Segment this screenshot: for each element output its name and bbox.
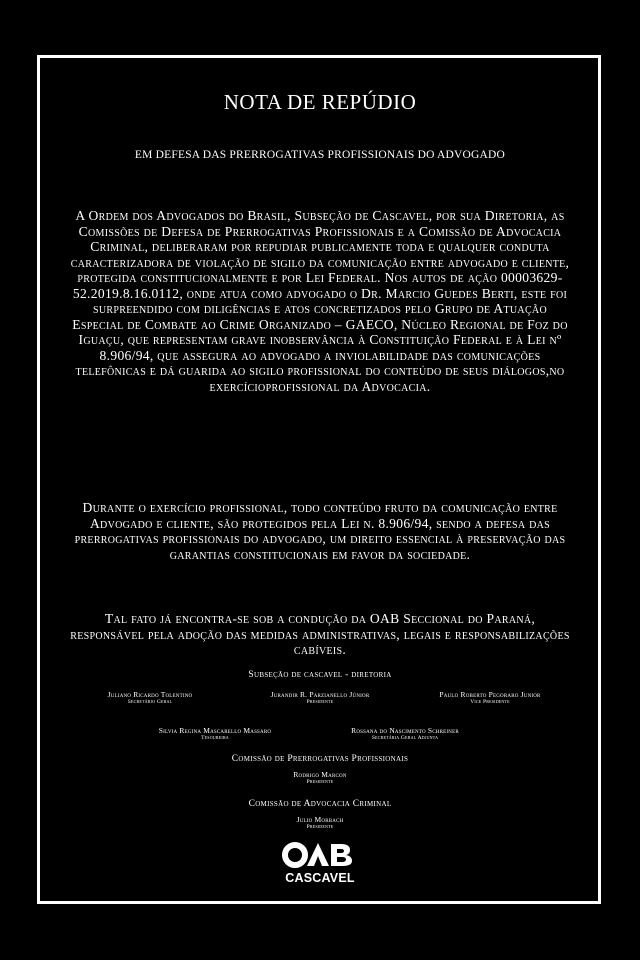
signature-secretario-geral (80, 690, 220, 705)
paragraph-3: Tal fato já encontra-se sob a condução da OAB Seccional do Paraná, responsável pela adoção das medidas administrativas, legais e responsabilizações cabíveis. (70, 611, 570, 657)
signature-name: Rossana do Nascimento Schreiner (351, 726, 459, 735)
signature-name: Paulo Roberto Pegoraro Junior (439, 690, 541, 699)
signature-name: Julio Morbach (296, 815, 344, 824)
signature-comissao-criminal (245, 815, 395, 830)
signature-vice-presidente (415, 690, 565, 705)
signature-role: Tesoureira (201, 735, 229, 741)
paragraph-2: Durante o exercício profissional, todo conteúdo fruto da comunicação entre Advogado e cliente, são protegidos pela Lei n. 8.906/94, sendo a defesa das prerrogativas profissionais do advogado, um direito essencial à preservação das garantias constitucionais em favor da sociedade. (74, 500, 566, 562)
oab-logo-a-shape (307, 843, 329, 866)
signature-name: Silvia Regina Mascarello Massaro (158, 726, 272, 735)
oab-logo-o-shape (285, 845, 305, 865)
signature-secretaria-adjunta (325, 726, 485, 741)
paragraph-1: A Ordem dos Advogados do Brasil, Subseção de Cascavel, por sua Diretoria, as Comissões de Defesa de Prerrogativas Profissionais e a Comissão de Advocacia Criminal, deliberaram por repudiar publicamente toda e qualquer conduta caracterizadora de violação de sigilo da comunicação entre advogado e cliente, protegida constitucionalmente e por Lei Federal. Nos autos de ação 00003629-52.2019.8.16.0112, onde atua como advogado o Dr. Marcio Guedes Berti, este foi surpreendido com diligências e atos concretizados pelo Grupo de Atuação Especial de Combate ao Crime Organizado – GAECO, Núcleo Regional de Foz do Iguaçu, que representam grave inobservância à Constituição Federal e à Lei nº 8.906/94, que assegura ao advogado a inviolabilidade das comunicações telefônicas e dá guarida ao sigilo profissional do conteúdo de seus diálogos,no exercícioprofissional da Advocacia. (70, 208, 570, 394)
signature-role: Vice Presidente (470, 699, 510, 705)
comissao-criminal-heading: Comissão de Advocacia Criminal (248, 799, 392, 809)
signature-role: Presidente (306, 824, 334, 830)
signature-presidente (245, 690, 395, 705)
logo-label: CASCAVEL (285, 871, 355, 885)
page-subtitle: EM DEFESA DAS PRERROGATIVAS PROFISSIONAIS DO ADVOGADO (134, 149, 506, 161)
signature-name: Rodrigo Marcon (293, 770, 347, 779)
comissao-prerrogativas-heading: Comissão de Prerrogativas Profissionais (231, 754, 409, 764)
oab-logo-b-shape (331, 844, 352, 866)
signature-role: Secretária Geral Adjunta (371, 735, 439, 741)
signature-tesoureira (140, 726, 290, 741)
signature-comissao-prerrogativas (245, 770, 395, 785)
signature-role: Secretário Geral (127, 699, 173, 705)
signature-role: Presidente (306, 779, 334, 785)
signature-name: Juliano Ricardo Tolentino (107, 690, 193, 699)
diretoria-heading: Subseção de cascavel - diretoria (248, 670, 392, 680)
page-title: NOTA DE REPÚDIO (223, 90, 417, 114)
signature-role: Presidente (306, 699, 334, 705)
signature-name: Jurandir R. Parzianello Júnior (270, 690, 370, 699)
